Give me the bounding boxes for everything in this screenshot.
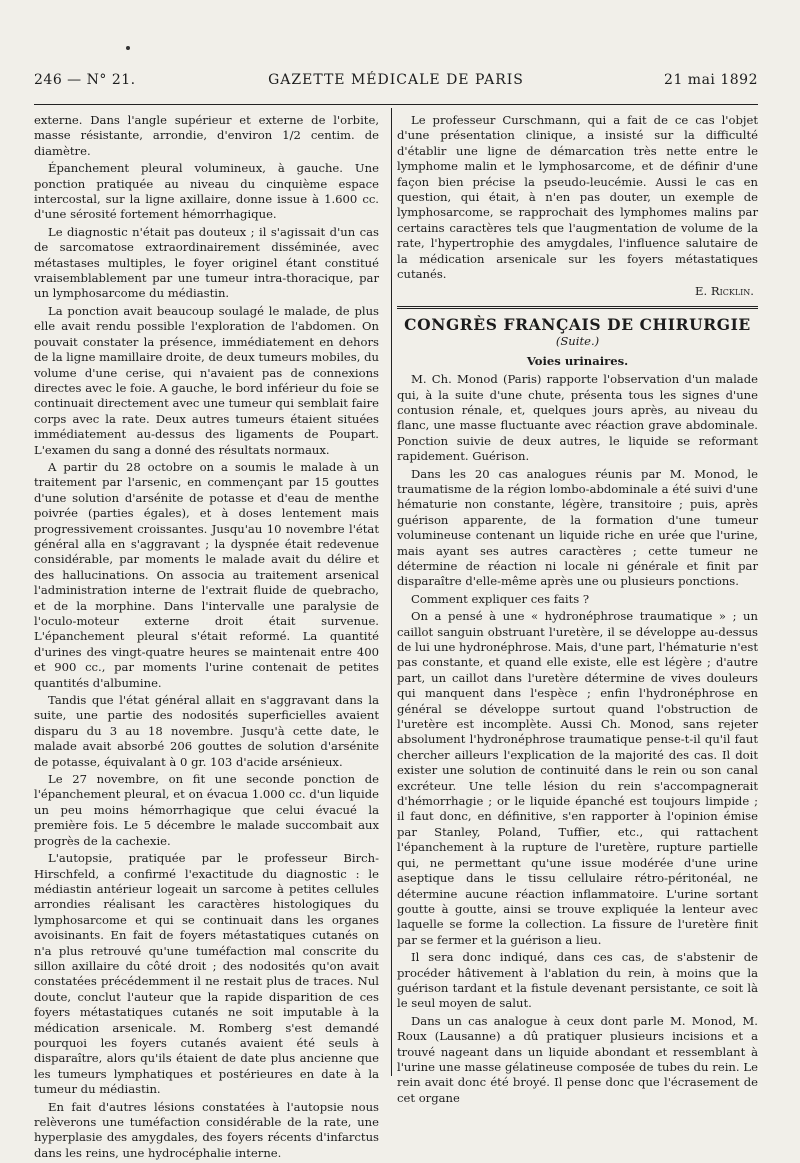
paragraph: Tandis que l'état général allait en s'aggravant dans la suite, une partie des nodosités superficielles avaient disparu du 3 au 18 novembre. Jusqu'à cette date, le malade avait absorbé 206 gouttes de solution d'arsénite de potasse, équivalant à 0 gr. 103 d'acide arsénieux.: [34, 693, 379, 769]
paragraph: On a pensé à une « hydronéphrose traumatique » ; un caillot sanguin obstruant l'uretère, il se développe au-dessus de lui une hydronéphrose. Mais, d'une part, l'hématurie n'est pas constante, et quand elle existe, elle est légère ; d'autre part, un caillot dans l'uretère détermine de vives douleurs qui manquent dans l'espèce ; enfin l'hydronéphrose en général se développe surtout quand l'obstruction de l'uretère est incomplète. Aussi Ch. Monod, sans rejeter absolument l'hydronéphrose traumatique pense-t-il qu'il faut chercher ailleurs l'explication de la majorité des cas. Il doit exister une solution de continuité dans le rein ou son canal excréteur. Une telle lésion du rein s'accompagnerait d'hémorrhagie ; or le liquide épanché est toujours limpide ; il faut donc, en définitive, s'en rapporter à l'opinion émise par Stanley, Poland, Tuffier, etc., qui rattachent l'épanchement à la rupture de l'uretère, rupture partielle qui, ne permettant qu'une issue modérée d'une urine aseptique dans le tissu cellulaire rétro-péritonéal, ne détermine aucune réaction inflammatoire. L'urine sortant goutte à goutte, ainsi se trouve expliquée la lenteur avec laquelle se forme la collection. La fissure de l'uretère finit par se fermer et la guérison a lieu.: [397, 609, 758, 947]
paragraph: Dans les 20 cas analogues réunis par M. Monod, le traumatisme de la région lombo-abdominale a été suivi d'une hématurie non constante, légère, transitoire ; puis, après guérison apparente, de la formation d'une tumeur volumineuse contenant un liquide riche en urée que l'urine, mais ayant ses autres caractères ; cette tumeur ne détermine de réaction ni locale ni générale et finit par disparaître d'elle-même après une ou plusieurs ponctions.: [397, 466, 758, 589]
left-column: [34, 113, 379, 1163]
paragraph: En fait d'autres lésions constatées à l'autopsie nous relèverons une tuméfaction considérable de la rate, une hyperplasie des amygdales, des foyers récents d'infarctus dans les reins, une hydrocéphalie interne.: [34, 1099, 379, 1160]
journal-title: GAZETTE MÉDICALE DE PARIS: [268, 72, 524, 88]
subheading: Voies urinaires.: [526, 353, 629, 368]
author-signature: E. Ricklin.: [695, 284, 754, 299]
paragraph: Le 27 novembre, on fit une seconde ponction de l'épanchement pleural, et on évacua 1.000 cc. d'un liquide un peu moins hémorrhagique que celui évacué la première fois. Le 5 décembre le malade succombait aux progrès de la cachexie.: [34, 772, 379, 848]
paragraph: Dans un cas analogue à ceux dont parle M. Monod, M. Roux (Lausanne) a dû pratiquer plusieurs incisions et a trouvé nageant dans un liquide abondant et ressemblant à l'urine une masse gélatineuse composée de tubes du rein. Le rein avait donc été broyé. Il pense donc que l'écrasement de cet organe: [397, 1013, 758, 1105]
page-number: 246 — N° 21.: [34, 72, 136, 88]
paragraph: L'autopsie, pratiquée par le professeur Birch-Hirschfeld, a confirmé l'exactitude du diagnostic : le médiastin antérieur logeait un sarcome à petites cellules arrondies réalisant les caractères histologiques du lymphosarcome et qui se continuait dans les organes avoisinants. En fait de foyers métastatiques cutanés on n'a plus retrouvé qu'une tuméfaction mal conscrite du sillon axillaire du côté droit ; des nodosités qu'on avait constatées précédemment il ne restait plus de traces. Nul doute, conclut l'auteur que la rapide disparition de ces foyers métastatiques cutanés ne soit imputable à la médication arsenicale. M. Romberg s'est demandé pourquoi les foyers cutanés avaient été seuls à disparaître, alors qu'ils étaient de date plus ancienne que les tumeurs lymphatiques et postérieures en date à la tumeur du médiastin.: [34, 851, 379, 1097]
page-header: [34, 72, 758, 94]
right-column: [397, 113, 758, 1108]
paragraph: Comment expliquer ces faits ?: [411, 591, 590, 606]
paragraph: A partir du 28 octobre on a soumis le malade à un traitement par l'arsenic, en commençant par 15 gouttes d'une solution d'arsénite de potasse et d'eau de menthe poivrée (parties égales), et à doses lentement mais progressivement croissantes. Jusqu'au 10 novembre l'état général alla en s'aggravant ; la dyspnée était redevenue considérable, par moments le malade avait du délire et des hallucinations. On associa au traitement arsenical l'administration interne de l'extrait fluide de quebracho, et de la morphine. Dans l'intervalle une paralysie de l'oculo-moteur externe droit était survenue. L'épanchement pleural s'était reformé. La quantité d'urines des vingt-quatre heures se maintenait entre 400 et 900 cc., par moments l'urine contenait de petites quantités d'albumine.: [34, 459, 379, 690]
paragraph: La ponction avait beaucoup soulagé le malade, de plus elle avait rendu possible l'exploration de l'abdomen. On pouvait constater la présence, immédiatement en dehors de la ligne mamillaire droite, de deux tumeurs mobiles, du volume d'une cerise, qui n'avaient pas de connexions directes avec le foie. A gauche, le bord inférieur du foie se continuait directement avec une tumeur qui semblait faire corps avec la rate. Deux autres tumeurs étaient situées immédiatement au-dessus des ligaments de Poupart. L'examen du sang a donné des résultats normaux.: [34, 303, 379, 457]
header-rule: [34, 104, 758, 105]
section-rule: [397, 308, 758, 309]
ink-speck: [126, 46, 130, 50]
section-suite: (Suite.): [555, 334, 600, 349]
paragraph: externe. Dans l'angle supérieur et externe de l'orbite, masse résistante, arrondie, d'environ 1/2 centim. de diamètre.: [34, 113, 379, 158]
paragraph: Le diagnostic n'était pas douteux ; il s'agissait d'un cas de sarcomatose extraordinairement disséminée, avec métastases multiples, le foyer originel étant constitué vraisemblablement par une tumeur intra-thoracique, par un lymphosarcome du médiastin.: [34, 224, 379, 301]
paragraph: Il sera donc indiqué, dans ces cas, de s'abstenir de procéder hâtivement à l'ablation du rein, à moins que la guérison tardant et la fistule devenant persistante, ce soit là le seul moyen de salut.: [397, 950, 758, 1011]
issue-date: 21 mai 1892: [664, 72, 758, 88]
section-title: CONGRÈS FRANÇAIS DE CHIRURGIE: [404, 314, 751, 334]
column-divider: [391, 108, 392, 1076]
paragraph: Le professeur Curschmann, qui a fait de ce cas l'objet d'une présentation clinique, a insisté sur la difficulté d'établir une ligne de démarcation très nette entre le lymphome malin et le lymphosarcome, et de définir d'une façon bien précise la pseudo-leucémie. Aussi le cas en question, qui était, à n'en pas douter, un exemple de lymphosarcome, se rapprochait des lymphomes malins par certains caractères tels que l'augmentation de volume de la rate, l'hypertrophie des amygdales, l'influence salutaire de la médication arsenicale sur les foyers métastatiques cutanés.: [397, 113, 758, 282]
paragraph: Épanchement pleural volumineux, à gauche. Une ponction pratiquée au niveau du cinquième espace intercostal, sur la ligne axillaire, donne issue à 1.600 cc. d'une sérosité fortement hémorrhagique.: [34, 161, 379, 222]
section-rule: [397, 306, 758, 307]
paragraph: M. Ch. Monod (Paris) rapporte l'observation d'un malade qui, à la suite d'une chute, présenta tous les signes d'une contusion rénale, et, quelques jours après, au niveau du flanc, une masse fluctuante avec réaction grave abdominale. Ponction suivie de deux autres, le liquide se reformant rapidement. Guérison.: [397, 372, 758, 464]
